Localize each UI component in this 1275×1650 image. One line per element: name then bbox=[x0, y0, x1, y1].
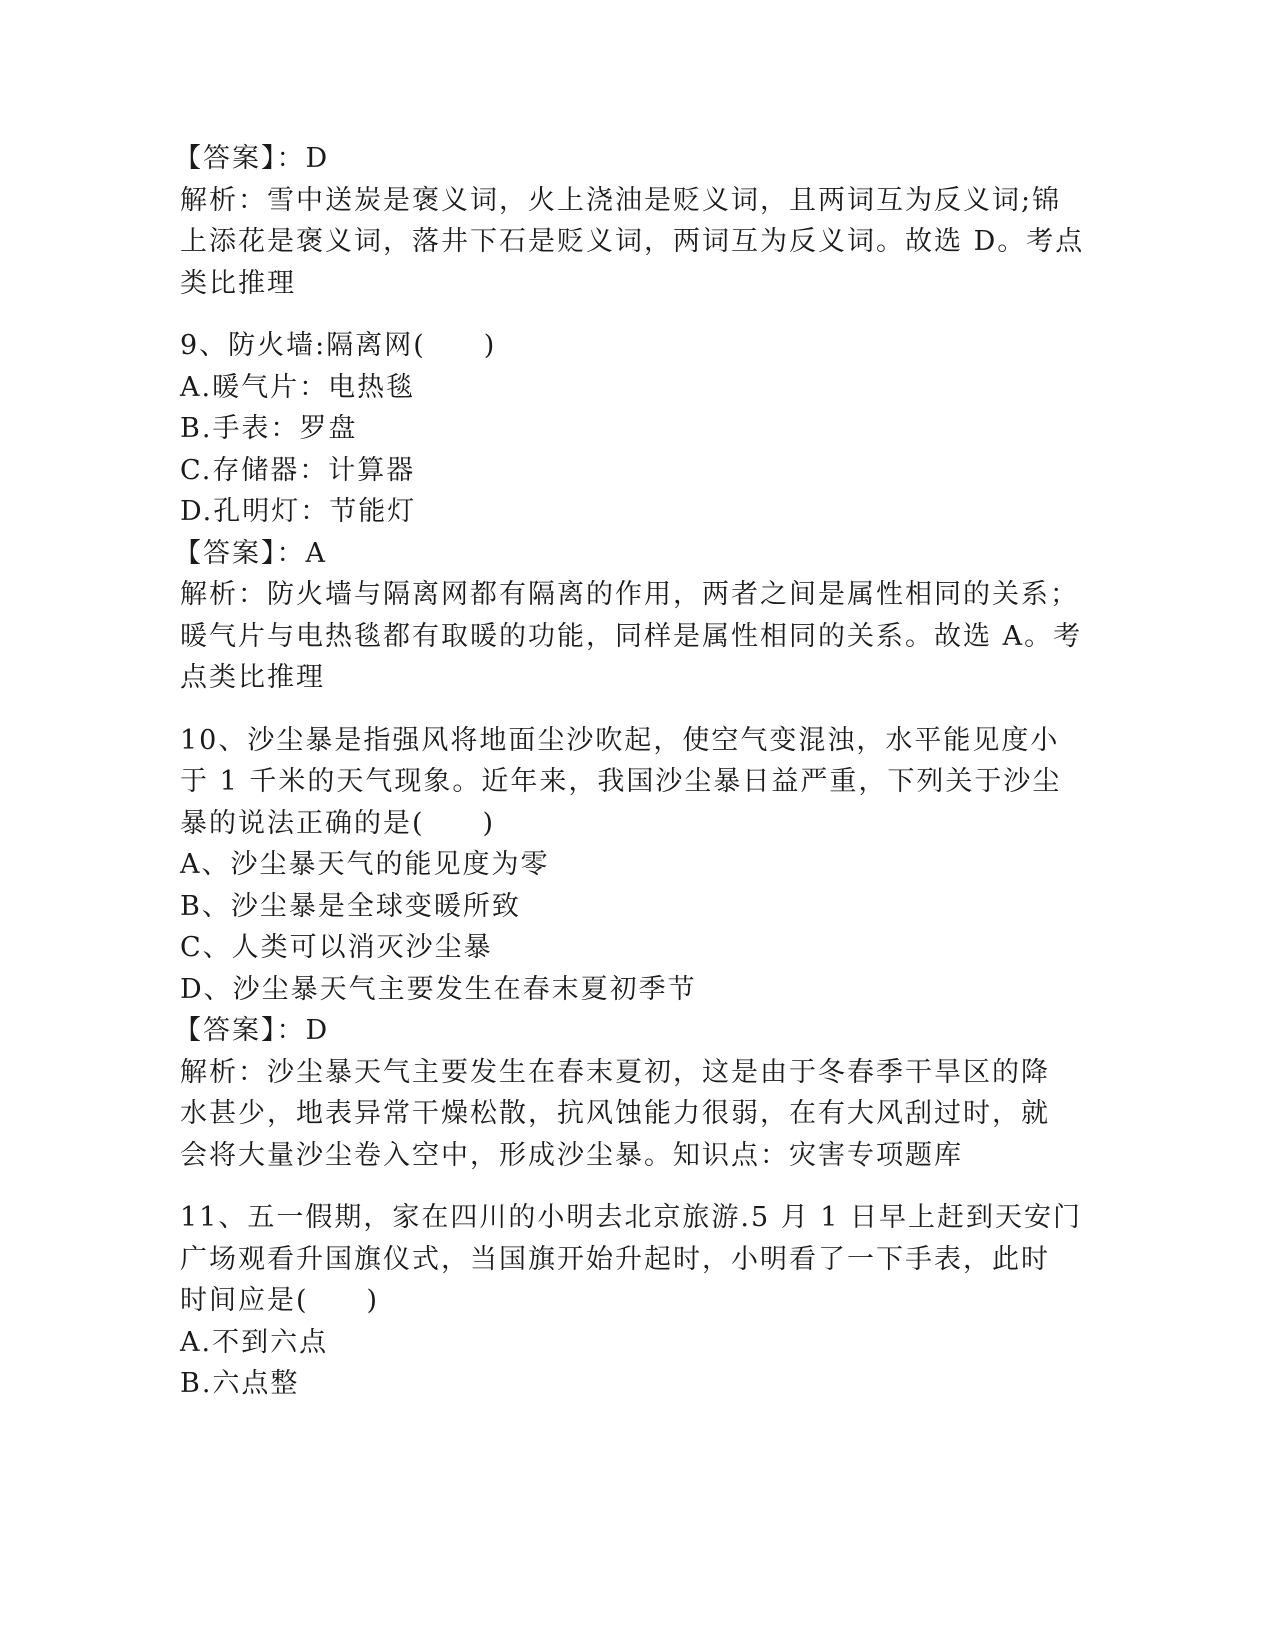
explanation-line: 解析：雪中送炭是褒义词，火上浇油是贬义词，且两词互为反义词;锦 bbox=[180, 184, 1062, 216]
explanation-line: 点类比推理 bbox=[180, 662, 325, 693]
explanation-line: 会将大量沙尘卷入空中，形成沙尘暴。知识点：灾害专项题库 bbox=[180, 1139, 963, 1171]
answer-label: 【答案】：D bbox=[174, 1015, 330, 1046]
document-page bbox=[174, 138, 1085, 1405]
explanation-line: 水甚少，地表异常干燥松散，抗风蚀能力很弱，在有大风刮过时，就 bbox=[180, 1098, 1050, 1129]
option-a: A.暖气片：电热毯 bbox=[180, 371, 416, 403]
question-stem: 于 1 千米的天气现象。近年来，我国沙尘暴日益严重，下列关于沙尘 bbox=[180, 766, 1062, 797]
question-stem: 暴的说法正确的是( ) bbox=[180, 807, 496, 839]
explanation-line: 解析：沙尘暴天气主要发生在春末夏初，这是由于冬春季干旱区的降 bbox=[180, 1056, 1050, 1088]
question-10-block bbox=[174, 720, 1062, 1177]
answer-label: 【答案】：D bbox=[174, 143, 330, 174]
option-c: C、人类可以消灭沙尘暴 bbox=[180, 932, 493, 963]
question-11-block bbox=[180, 1197, 1083, 1405]
question-stem: 11、五一假期，家在四川的小明去北京旅游.5 月 1 日早上赶到天安门 bbox=[180, 1202, 1083, 1233]
option-a: A.不到六点 bbox=[180, 1326, 329, 1358]
question-stem: 广场观看升国旗仪式，当国旗开始升起时，小明看了一下手表，此时 bbox=[180, 1243, 1050, 1275]
option-b: B、沙尘暴是全球变暖所致 bbox=[180, 890, 521, 922]
question-9-block bbox=[174, 325, 1083, 699]
option-b: B.六点整 bbox=[180, 1368, 300, 1399]
explanation-line: 类比推理 bbox=[180, 267, 296, 299]
question-stem: 时间应是( ) bbox=[180, 1285, 380, 1316]
explanation-line: 上添花是褒义词，落井下石是贬义词，两词互为反义词。故选 D。考点 bbox=[180, 226, 1085, 257]
option-d: D、沙尘暴天气主要发生在春末夏初季节 bbox=[180, 973, 697, 1005]
question-stem: 10、沙尘暴是指强风将地面尘沙吹起，使空气变混浊，水平能见度小 bbox=[180, 724, 1060, 756]
option-c: C.存储器：计算器 bbox=[180, 454, 416, 486]
option-a: A、沙尘暴天气的能见度为零 bbox=[180, 849, 550, 880]
option-b: B.手表：罗盘 bbox=[180, 413, 358, 444]
explanation-line: 解析：防火墙与隔离网都有隔离的作用，两者之间是属性相同的关系； bbox=[180, 579, 1079, 610]
option-d: D.孔明灯：节能灯 bbox=[180, 496, 417, 527]
question-stem: 9、防火墙:隔离网( ) bbox=[180, 330, 497, 361]
answer-label: 【答案】：A bbox=[174, 537, 327, 569]
question-8-block bbox=[174, 138, 1085, 304]
explanation-line: 暖气片与电热毯都有取暖的功能，同样是属性相同的关系。故选 A。考 bbox=[180, 620, 1083, 652]
